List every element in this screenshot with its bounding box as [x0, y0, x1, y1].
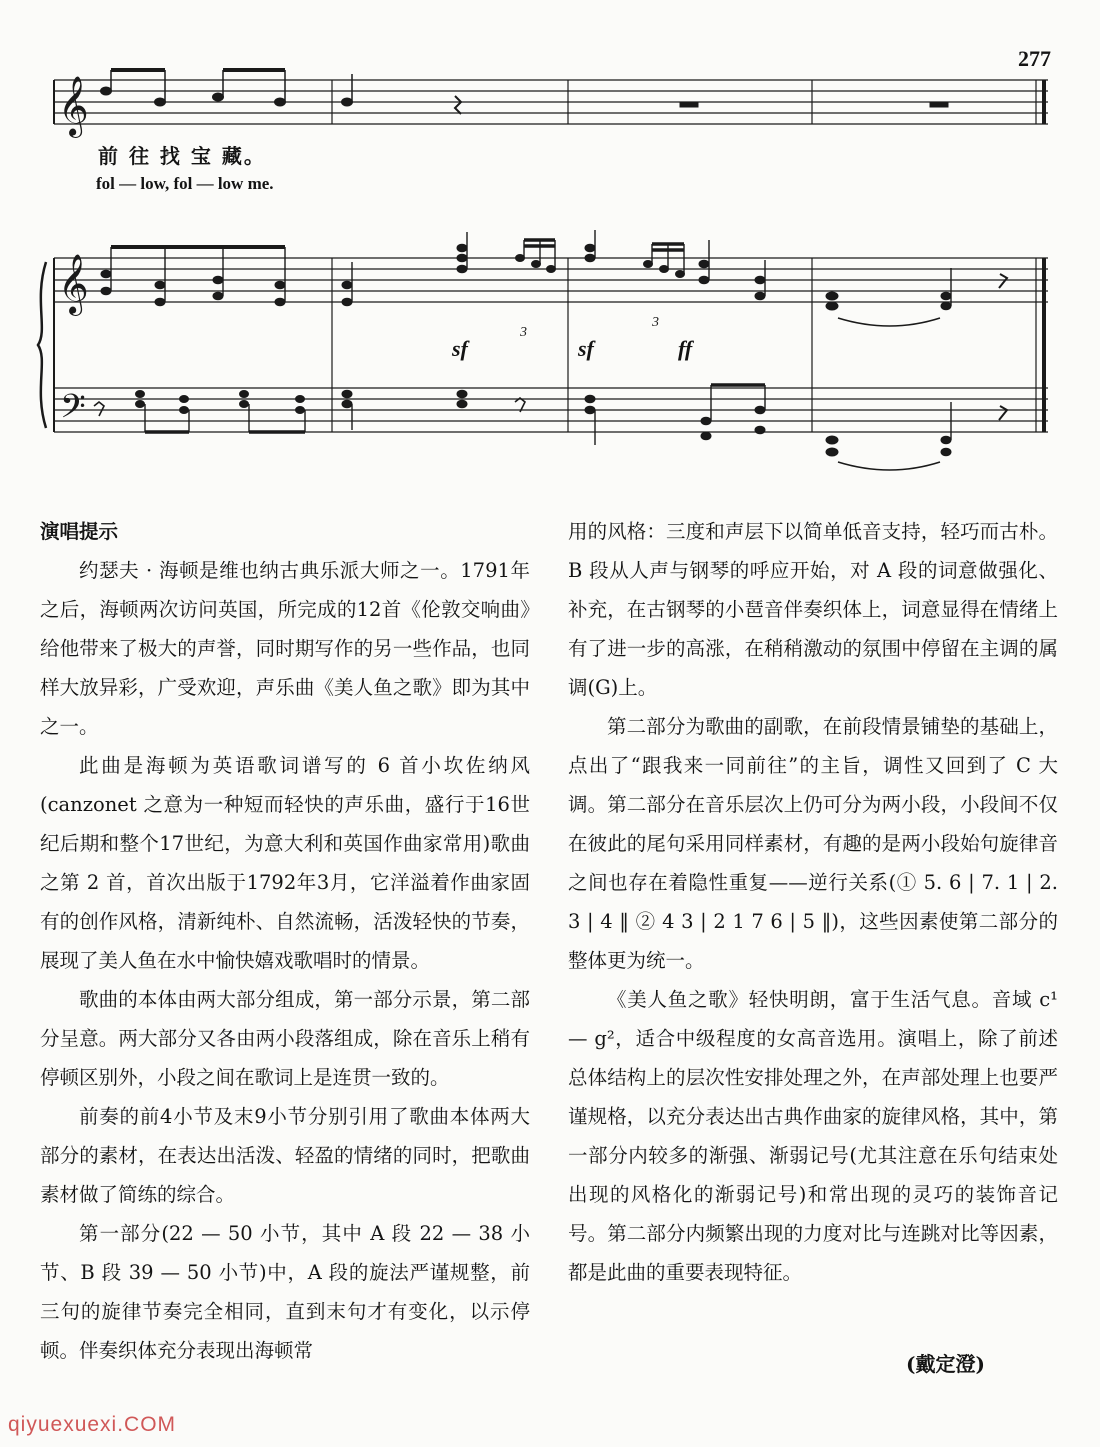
piano-treble-staff: [54, 258, 1048, 302]
paragraph: 此曲是海顿为英语歌词谱写的 6 首小坎佐纳风(canzonet 之意为一种短而轻快的声乐曲，盛行于16世纪后期和整个17世纪，为意大利和英国作曲家常用)歌曲之第 2 首，首次出版于1792年3月，它洋溢着作曲家固有的创作风格，清新纯朴、自然流畅，活泼轻快的节奏，展现了美人鱼在水中愉快嬉戏歌唱时的情景。: [40, 754, 530, 972]
paragraph: 第一部分(22 — 50 小节，其中 A 段 22 — 38 小节、B 段 39 — 50 小节)中，A 段的旋法严谨规整，前三句的旋律节奏完全相同，直到末句才有变化，以示停顿。伴奏织体充分表现出海顿常: [40, 1222, 530, 1362]
page-number: 277: [1018, 46, 1051, 71]
piano-bass-staff: [54, 388, 1048, 432]
article-right-column: [568, 512, 1058, 1292]
paragraph: 歌曲的本体由两大部分组成，第一部分示景，第二部分呈意。两大部分又各由两小段落组成，除在音乐上稍有停顿区别外，小段之间在歌词上是连贯一致的。: [40, 988, 530, 1089]
bass-clef-icon: 𝄢: [60, 388, 86, 434]
dynamic-marking: ff: [678, 336, 693, 361]
vocal-notes: [101, 70, 949, 114]
treble-clef-icon: 𝄞: [58, 76, 89, 136]
vocal-staff: [54, 80, 1048, 124]
triplet-number: 3: [652, 315, 659, 330]
site-watermark: qiyuexuexi.COM: [8, 1413, 177, 1436]
dynamic-marking: sf: [452, 336, 468, 361]
piano-left-hand-notes: [94, 385, 1007, 470]
music-score: [0, 0, 1100, 480]
author-signature: (戴定澄): [906, 1352, 985, 1376]
article-left-column: [40, 512, 530, 1370]
paragraph: 第二部分为歌曲的副歌，在前段情景铺垫的基础上，点出了“跟我来一同前往”的主旨，调性又回到了 C 大调。第二部分在音乐层次上仍可分为两小段，小段间不仅在彼此的尾句采用同样素材，有趣的是两小段始句旋律音之间也存在着隐性重复——逆行关系(① 5. 6 | 7. 1 | 2. 3 | 4 ‖ ② 4 3 | 2 1 7 6 | 5 ‖)，这些因素使第二部分的整体更为统一。: [568, 715, 1058, 972]
piano-right-hand-notes: [101, 230, 1007, 326]
paragraph: 用的风格：三度和声层下以简单低音支持，轻巧而古朴。B 段从人声与钢琴的呼应开始，对 A 段的词意做强化、补充，在古钢琴的小琶音伴奏织体上，词意显得在情绪上有了进一步的高涨，在稍稍激动的氛围中停留在主调的属调(G)上。: [568, 520, 1058, 699]
piano-barlines: [38, 258, 1044, 432]
lyrics-chinese: 前 往 找 宝 藏。: [98, 144, 266, 168]
paragraph: 前奏的前4小节及末9小节分别引用了歌曲本体两大部分的素材，在表达出活泼、轻盈的情绪的同时，把歌曲素材做了简练的综合。: [40, 1105, 530, 1206]
paragraph: 约瑟夫 · 海顿是维也纳古典乐派大师之一。1791年之后，海顿两次访问英国，所完成的12首《伦敦交响曲》给他带来了极大的声誉，同时期写作的另一些作品，也同样大放异彩，广受欢迎，声乐曲《美人鱼之歌》即为其中之一。: [40, 559, 530, 738]
lyrics-english: fol — low, fol — low me.: [96, 174, 274, 193]
section-heading: 演唱提示: [40, 520, 119, 543]
treble-clef-icon: 𝄞: [58, 254, 89, 314]
paragraph: 《美人鱼之歌》轻快明朗，富于生活气息。音域 c¹ — g²，适合中级程度的女高音选用。演唱上，除了前述总体结构上的层次性安排处理之外，在声部处理上也要严谨规格，以充分表达出古典作曲家的旋律风格，其中，第一部分内较多的渐强、渐弱记号(尤其注意在乐句结束处出现的风格化的渐弱记号)和常出现的灵巧的装饰音记号。第二部分内频繁出现的力度对比与连跳对比等因素，都是此曲的重要表现特征。: [568, 988, 1058, 1284]
dynamic-marking: sf: [578, 336, 594, 361]
triplet-number: 3: [520, 325, 527, 340]
